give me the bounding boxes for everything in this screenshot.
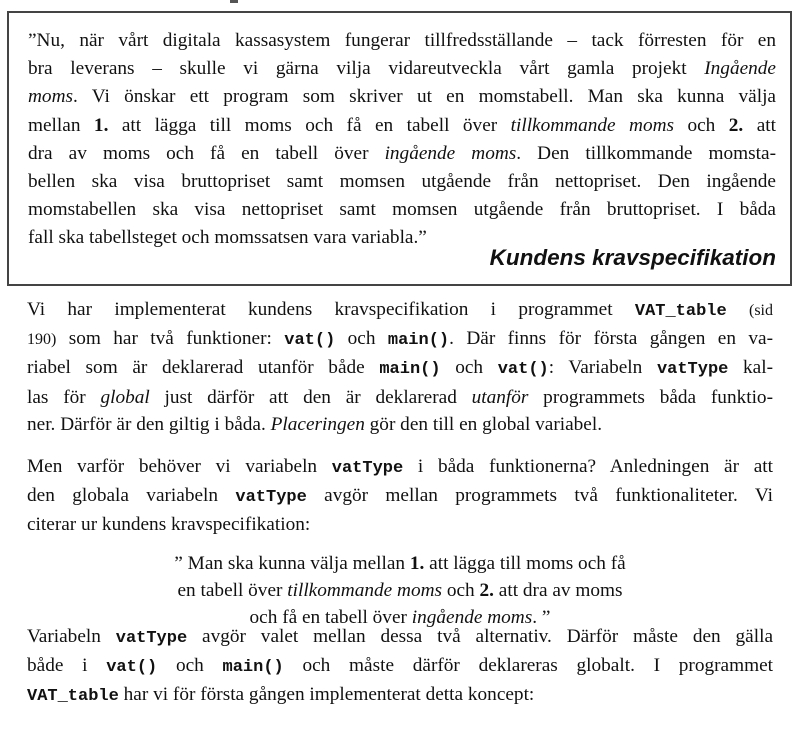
text-line: Men varför behöver vi variabeln vatType i båda funktionerna? Anledningen är att <box>27 456 773 478</box>
text-line: citerar ur kundens kravspecifikation: <box>27 514 311 536</box>
emphasis: moms <box>28 86 73 108</box>
text-line: ner. Därför är den giltig i båda. Placeringen gör den till en global variabel. <box>27 413 603 435</box>
quote-line: bra leverans – skulle vi gärna vilja vidareutveckla vårt gamla projekt Ingående <box>28 58 776 80</box>
emphasis: ingående moms <box>411 607 533 629</box>
text-line: riabel som är deklarerad utanför både main() och vat(): Variabeln vatType kal- <box>27 357 774 380</box>
code-identifier: VAT_table <box>634 302 727 321</box>
code-identifier: vatType <box>235 488 307 508</box>
code-identifier: vat() <box>284 331 336 351</box>
code-identifier: vatType <box>115 629 188 648</box>
bold-number: 1. <box>93 114 109 136</box>
code-identifier: vat() <box>497 360 549 380</box>
quote-line: ” Man ska kunna välja mellan 1. att lägga till moms och få <box>174 553 626 574</box>
code-identifier: vatType <box>656 360 729 380</box>
text-line: Vi har implementerat kundens kravspecifikation i programmet VAT_table (sid <box>27 299 773 321</box>
inline-quote <box>0 550 800 632</box>
emphasis: global <box>100 386 150 408</box>
text-line: både i vat() och main() och måste därför deklareras globalt. I programmet <box>27 655 773 678</box>
page-edge-fragment <box>230 0 238 3</box>
code-identifier: VAT_table <box>27 687 119 707</box>
emphasis: ingående moms <box>384 142 517 164</box>
quote-line: och få en tabell över ingående moms. ” <box>249 607 551 629</box>
text-line: den globala variabeln vatType avgör mellan programmets två funktionaliteter. Vi <box>27 485 773 508</box>
quote-line: dra av moms och få en tabell över ingående moms. Den tillkommande momsta- <box>28 142 776 164</box>
quote-line: bellen ska visa bruttopriset samt momsen utgående från nettopriset. Den ingående <box>28 171 776 193</box>
code-identifier: vatType <box>331 459 404 478</box>
text-line: Variabeln vatType avgör valet mellan dessa två alternativ. Därför måste den gälla <box>27 626 773 648</box>
quote-line: moms. Vi önskar ett program som skriver ut en momstabell. Man ska kunna välja <box>28 86 776 108</box>
emphasis: tillkommande moms <box>510 114 675 136</box>
page-reference: (sid <box>749 302 773 319</box>
quote-line: en tabell över tillkommande moms och 2. att dra av moms <box>177 580 623 602</box>
text-line: VAT_table har vi för första gången implementerat detta koncept: <box>27 684 535 707</box>
code-identifier: main() <box>222 658 284 678</box>
quote-line: fall ska tabellsteget och momssatsen vara variabla.” <box>28 227 427 249</box>
paragraph <box>27 296 773 438</box>
quote-line: ”Nu, när vårt digitala kassasystem fungerar tillfredsställande – tack förresten för en <box>28 30 776 51</box>
code-identifier: main() <box>387 331 450 351</box>
paragraph <box>27 453 773 539</box>
page-reference: 190) <box>27 331 57 349</box>
code-identifier: main() <box>379 360 441 380</box>
text-line: 190) som har två funktioner: vat() och main(). Där finns för första gången en va- <box>27 328 774 351</box>
paragraph <box>27 623 773 711</box>
requirements-quote-box <box>7 11 792 286</box>
bold-number: 2. <box>479 580 494 602</box>
quote-line: mellan 1. att lägga till moms och få en tabell över tillkommande moms och 2. att <box>28 114 776 136</box>
code-identifier: vat() <box>106 658 158 678</box>
emphasis: Placeringen <box>270 413 365 435</box>
quote-line: momstabellen ska visa nettopriset samt momsen utgående från bruttopriset. I båda <box>28 199 776 221</box>
emphasis: Ingående <box>704 58 776 80</box>
requirements-quote-text <box>28 27 776 253</box>
bold-number: 1. <box>409 553 425 574</box>
bold-number: 2. <box>728 114 744 136</box>
emphasis: utanför <box>471 386 529 408</box>
text-line: las för global just därför att den är deklarerad utanför programmets båda funktio- <box>27 386 773 408</box>
emphasis: tillkommande moms <box>287 580 443 602</box>
requirements-caption: Kundens kravspecifikation <box>489 245 776 270</box>
